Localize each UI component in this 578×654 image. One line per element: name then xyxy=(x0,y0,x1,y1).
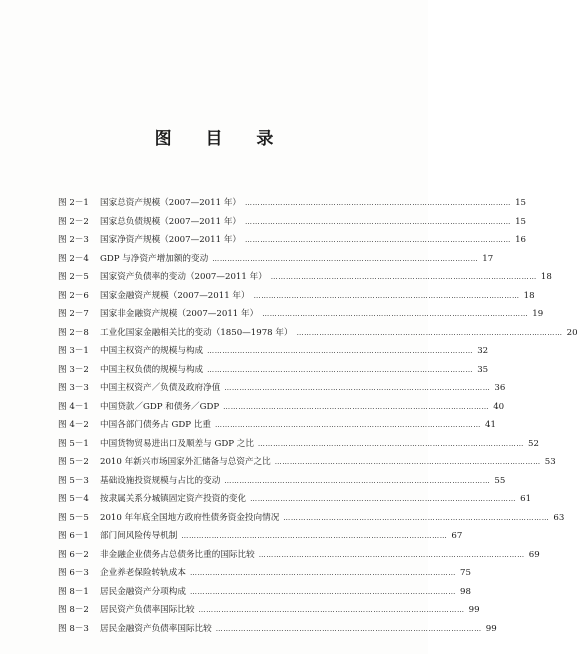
figure-title: 国家资产负债率的变动（2007—2011 年） xyxy=(100,272,267,282)
toc-entry[interactable] xyxy=(58,511,565,530)
figure-number: 图 5－2 xyxy=(58,457,89,467)
figure-title: 国家净资产规模（2007—2011 年） xyxy=(100,235,242,245)
dot-leader: …………………………………………………………………………………………… xyxy=(296,328,563,337)
toc-entry[interactable] xyxy=(58,548,540,567)
dot-leader: …………………………………………………………………………………………… xyxy=(224,384,491,392)
figure-number: 图 2－4 xyxy=(58,253,89,264)
dot-leader: …………………………………………………………………………………………… xyxy=(283,513,550,522)
toc-entry[interactable] xyxy=(58,344,489,363)
page-number: 16 xyxy=(515,235,527,245)
toc-entry[interactable] xyxy=(58,233,527,252)
toc-entry[interactable] xyxy=(58,400,505,419)
page-number: 63 xyxy=(553,512,565,523)
figure-number: 图 5－3 xyxy=(58,475,89,486)
dot-leader: …………………………………………………………………………………………… xyxy=(257,439,524,448)
page-number: 67 xyxy=(451,531,463,541)
toc-entry[interactable] xyxy=(58,252,494,271)
figure-number: 图 2－8 xyxy=(58,327,89,338)
dot-leader: …………………………………………………………………………………………… xyxy=(214,421,481,429)
toc-entry[interactable] xyxy=(58,437,539,456)
dot-leader: …………………………………………………………………………………………… xyxy=(250,495,517,503)
figure-number: 图 3－2 xyxy=(58,364,89,375)
page-number: 75 xyxy=(460,568,471,578)
figure-number: 图 3－3 xyxy=(58,383,89,393)
figure-number: 图 8－2 xyxy=(58,605,89,615)
dot-leader: …………………………………………………………………………………………… xyxy=(198,606,465,614)
dot-leader: …………………………………………………………………………………………… xyxy=(215,624,482,633)
figure-number: 图 3－1 xyxy=(58,346,89,356)
dot-leader: …………………………………………………………………………………………… xyxy=(207,365,474,374)
page-number: 32 xyxy=(477,346,489,356)
figure-title: 居民金融资产负债率国际比较 xyxy=(100,623,212,634)
dot-leader: …………………………………………………………………………………………… xyxy=(245,217,512,226)
figure-title: 中国货物贸易进出口及顺差与 GDP 之比 xyxy=(100,438,254,449)
figure-number: 图 2－3 xyxy=(58,235,89,245)
figure-number: 图 5－1 xyxy=(58,438,89,449)
figure-number: 图 2－2 xyxy=(58,216,89,227)
toc-entry[interactable] xyxy=(58,418,496,437)
figure-title: 居民金融资产分项构成 xyxy=(100,586,186,597)
toc-entry[interactable] xyxy=(58,289,535,308)
figure-number: 图 2－5 xyxy=(58,272,89,282)
page-number: 18 xyxy=(523,290,535,301)
dot-leader: …………………………………………………………………………………………… xyxy=(274,458,541,466)
figure-list xyxy=(58,196,578,640)
page-number: 99 xyxy=(485,623,497,634)
figure-title: 中国主权资产／负债及政府净值 xyxy=(100,383,221,393)
figure-title: 非金融企业债务占总债务比重的国际比较 xyxy=(100,549,255,560)
toc-entry[interactable] xyxy=(58,585,471,604)
dot-leader: …………………………………………………………………………………………… xyxy=(245,199,512,207)
dot-leader: …………………………………………………………………………………………… xyxy=(189,569,456,577)
figure-title: 工业化国家金融相关比的变动（1850—1978 年） xyxy=(100,327,293,338)
dot-leader: …………………………………………………………………………………………… xyxy=(253,291,520,300)
figure-title: 中国主权负债的规模与构成 xyxy=(100,364,204,375)
page-number: 40 xyxy=(493,401,505,412)
page-number: 41 xyxy=(485,420,496,430)
toc-entry[interactable] xyxy=(58,529,463,548)
page-number: 19 xyxy=(532,309,544,319)
toc-entry[interactable] xyxy=(58,492,532,511)
figure-title: 国家总负债规模（2007—2011 年） xyxy=(100,216,242,227)
toc-entry[interactable] xyxy=(58,566,471,585)
figure-title: 中国主权资产的规模与构成 xyxy=(100,346,204,356)
dot-leader: …………………………………………………………………………………………… xyxy=(262,310,529,318)
figure-title: GDP 与净资产增加额的变动 xyxy=(100,253,209,264)
page-number: 53 xyxy=(544,457,556,467)
page-title: 图 目 录 xyxy=(154,129,288,149)
toc-entry[interactable] xyxy=(58,474,506,493)
dot-leader: …………………………………………………………………………………………… xyxy=(245,236,512,244)
page-number: 17 xyxy=(482,253,494,264)
page-number: 69 xyxy=(528,549,540,560)
toc-entry[interactable] xyxy=(58,381,506,400)
figure-title: 国家金融资产规模（2007—2011 年） xyxy=(100,290,250,301)
page-number: 61 xyxy=(520,494,532,504)
figure-number: 图 8－1 xyxy=(58,586,89,597)
page-number: 15 xyxy=(515,216,527,227)
dot-leader: …………………………………………………………………………………………… xyxy=(207,347,474,355)
toc-entry[interactable] xyxy=(58,215,527,234)
figure-title: 国家非金融资产规模（2007—2011 年） xyxy=(100,309,259,319)
figure-number: 图 6－3 xyxy=(58,568,89,578)
toc-entry[interactable] xyxy=(58,455,556,474)
figure-number: 图 4－2 xyxy=(58,420,89,430)
toc-entry[interactable] xyxy=(58,196,527,215)
page-number: 55 xyxy=(494,475,506,486)
toc-entry[interactable] xyxy=(58,622,497,641)
figure-number: 图 5－5 xyxy=(58,512,89,523)
page-number: 52 xyxy=(527,438,539,449)
page-number: 36 xyxy=(494,383,506,393)
dot-leader: …………………………………………………………………………………………… xyxy=(223,402,490,411)
figure-title: 2010 年年底全国地方政府性债务资金投向情况 xyxy=(100,512,280,523)
figure-number: 图 2－7 xyxy=(58,309,89,319)
figure-title: 中国贷款／GDP 和债务／GDP xyxy=(100,401,220,412)
figure-number: 图 6－2 xyxy=(58,549,89,560)
toc-entry[interactable] xyxy=(58,363,489,382)
figure-number: 图 8－3 xyxy=(58,623,89,634)
dot-leader: …………………………………………………………………………………………… xyxy=(270,273,537,281)
figure-title: 按隶属关系分城镇固定资产投资的变化 xyxy=(100,494,247,504)
figure-title: 2010 年新兴市场国家外汇储备与总资产之比 xyxy=(100,457,271,467)
figure-title: 部门间风险传导机制 xyxy=(100,531,178,541)
figure-title: 居民资产负债率国际比较 xyxy=(100,605,195,615)
page-number: 98 xyxy=(460,586,471,597)
dot-leader: …………………………………………………………………………………………… xyxy=(212,254,479,263)
figure-title: 中国各部门债务占 GDP 比重 xyxy=(100,420,211,430)
figure-number: 图 2－6 xyxy=(58,290,89,301)
toc-entry[interactable] xyxy=(58,307,544,326)
figure-title: 国家总资产规模（2007—2011 年） xyxy=(100,198,242,208)
figure-number: 图 5－4 xyxy=(58,494,89,504)
dot-leader: …………………………………………………………………………………………… xyxy=(189,587,456,596)
dot-leader: …………………………………………………………………………………………… xyxy=(181,532,448,540)
dot-leader: …………………………………………………………………………………………… xyxy=(258,550,525,559)
page-number: 15 xyxy=(515,198,527,208)
toc-entry[interactable] xyxy=(58,326,578,345)
figure-number: 图 2－1 xyxy=(58,198,89,208)
figure-number: 图 4－1 xyxy=(58,401,89,412)
page-number: 99 xyxy=(468,605,480,615)
page-number: 20 xyxy=(566,327,578,338)
dot-leader: …………………………………………………………………………………………… xyxy=(224,476,491,485)
toc-entry[interactable] xyxy=(58,603,480,622)
toc-entry[interactable] xyxy=(58,270,552,289)
page-number: 18 xyxy=(540,272,552,282)
page-number: 35 xyxy=(477,364,489,375)
figure-title: 基础设施投资规模与占比的变动 xyxy=(100,475,221,486)
figure-title: 企业养老保险转轨成本 xyxy=(100,568,186,578)
figure-number: 图 6－1 xyxy=(58,531,89,541)
